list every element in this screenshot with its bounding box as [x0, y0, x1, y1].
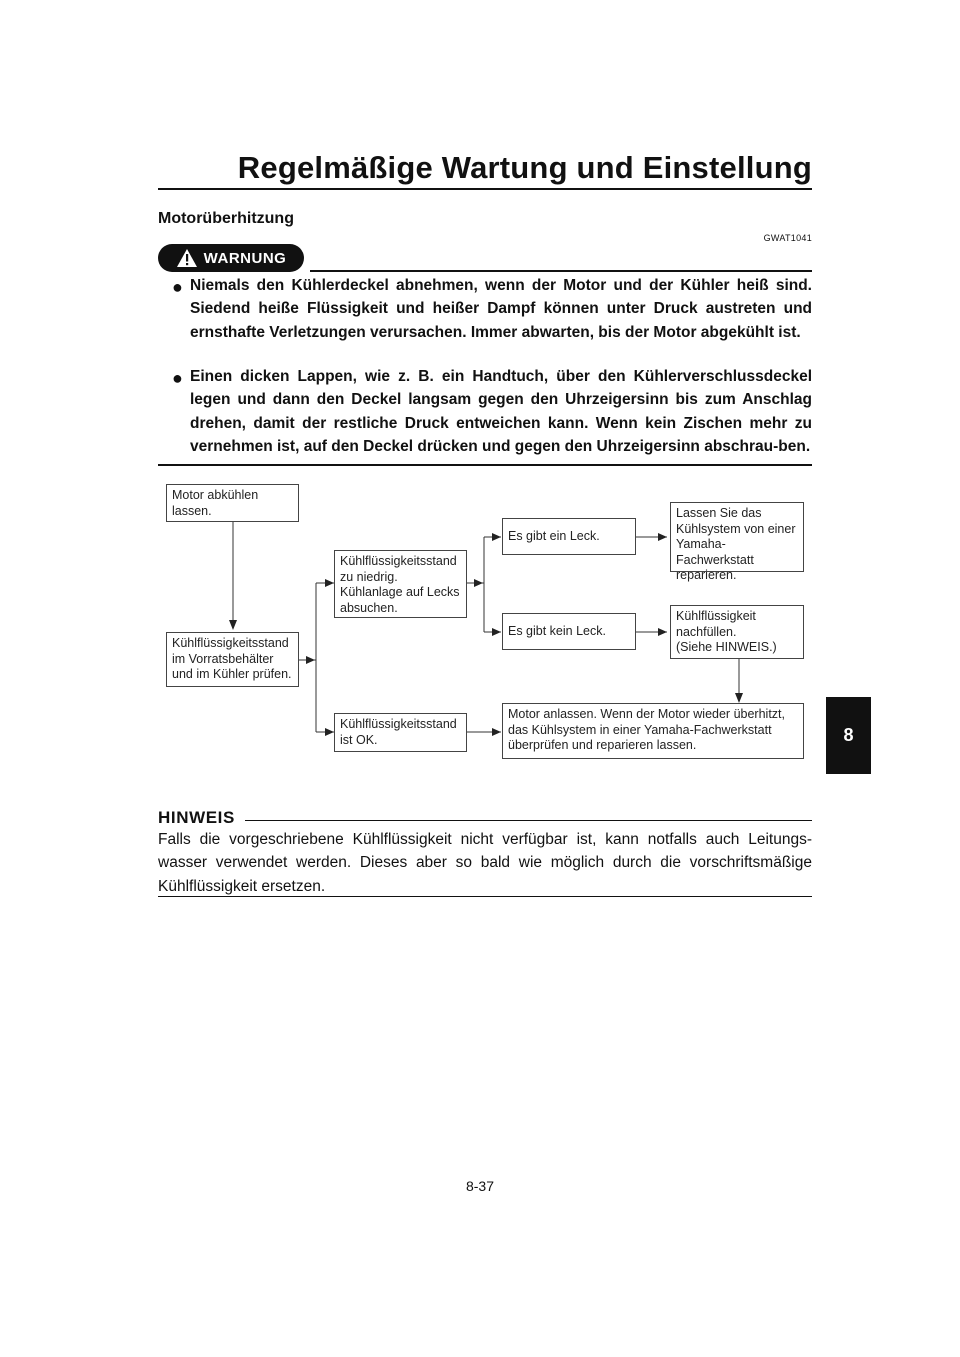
arrow-right-4 [474, 579, 483, 587]
flow-box-cool-engine [166, 484, 299, 522]
flow-box-level-low [334, 550, 467, 618]
note-rule-top [245, 820, 812, 821]
arrow-down-2 [735, 693, 743, 703]
flow-box-restart [502, 703, 804, 759]
arrow-right-3 [325, 728, 334, 736]
arrow-right-7 [492, 728, 501, 736]
arrow-right-5 [492, 533, 501, 541]
bullet-dot-2: ● [172, 368, 183, 388]
note-rule-bottom [158, 896, 812, 897]
bullet-dot-1: ● [172, 277, 183, 297]
warning-bullet-1: Niemals den Kühlerdeckel abnehmen, wenn der Motor und der Kühler heiß sind. Siedend heiße Flüssigkeit und heißer Dampf können unter Druck austreten und ernsthafte Verletzungen verursachen. Immer abwarten, bis der Motor abgekühlt ist. [190, 277, 812, 341]
flow-text-restart: Motor anlassen. Wenn der Motor wieder überhitzt, das Kühlsystem in einer Yamaha-Fachwerkstatt überprüfen und reparieren lassen. [508, 707, 785, 752]
arrow-right-2 [325, 579, 334, 587]
arrow-right-9 [658, 628, 667, 636]
note-text: Falls die vorgeschriebene Kühlflüssigkeit nicht verfügbar ist, kann notfalls auch Leitungs-wasser verwendet werden. Dieses aber so bald wie möglich durch die vorschriftsmäßige Kühlflüssigkeit ersetzen. [158, 831, 812, 895]
page-number: 8-37 [465, 1178, 495, 1194]
flow-text-level-low: Kühlflüssigkeitsstand zu niedrig. Kühlanlage auf Lecks absuchen. [340, 554, 460, 615]
flow-text-level-ok: Kühlflüssigkeitsstand ist OK. [340, 717, 457, 747]
flow-text-check-level: Kühlflüssigkeitsstand im Vorratsbehälter und im Kühler prüfen. [172, 636, 292, 681]
flow-box-level-ok [334, 713, 467, 752]
chapter-tab: 8 [826, 697, 871, 774]
warning-bullet-2: Einen dicken Lappen, wie z. B. ein Handtuch, über den Kühlerverschlussdeckel legen und dann den Deckel langsam gegen den Uhrzeigersinn bis zum Anschlag drehen, damit der restliche Druck entweichen kann. Wenn kein Zischen mehr zu vernehmen ist, auf den Deckel drücken und gegen den Uhrzeigersinn abschrau-ben. [190, 368, 812, 455]
note-label: HINWEIS [158, 808, 235, 827]
warning-label: WARNUNG [203, 249, 287, 267]
doc-code: GWAT1041 [763, 233, 812, 243]
flow-box-check-level [166, 632, 299, 687]
flow-box-repair [670, 502, 804, 582]
arrow-right-6 [492, 628, 501, 636]
flow-text-leak: Es gibt ein Leck. [508, 529, 600, 543]
flow-box-no-leak [502, 613, 636, 650]
flow-text-no-leak: Es gibt kein Leck. [508, 624, 606, 638]
flow-text-refill: Kühlflüssigkeit nachfüllen. (Siehe HINWEIS.) [676, 609, 777, 654]
arrow-down-1 [229, 620, 237, 630]
section-heading: Motorüberhitzung [158, 210, 294, 227]
arrow-right-1 [306, 656, 315, 664]
flow-box-leak [502, 518, 636, 555]
flow-text-repair: Lassen Sie das Kühlsystem von einer Yamaha-Fachwerkstatt reparieren. [676, 506, 796, 582]
flow-box-refill [670, 605, 804, 659]
flow-text-cool-engine: Motor abkühlen lassen. [172, 488, 259, 518]
page-title: Regelmäßige Wartung und Einstellung [237, 150, 812, 185]
arrow-right-8 [658, 533, 667, 541]
